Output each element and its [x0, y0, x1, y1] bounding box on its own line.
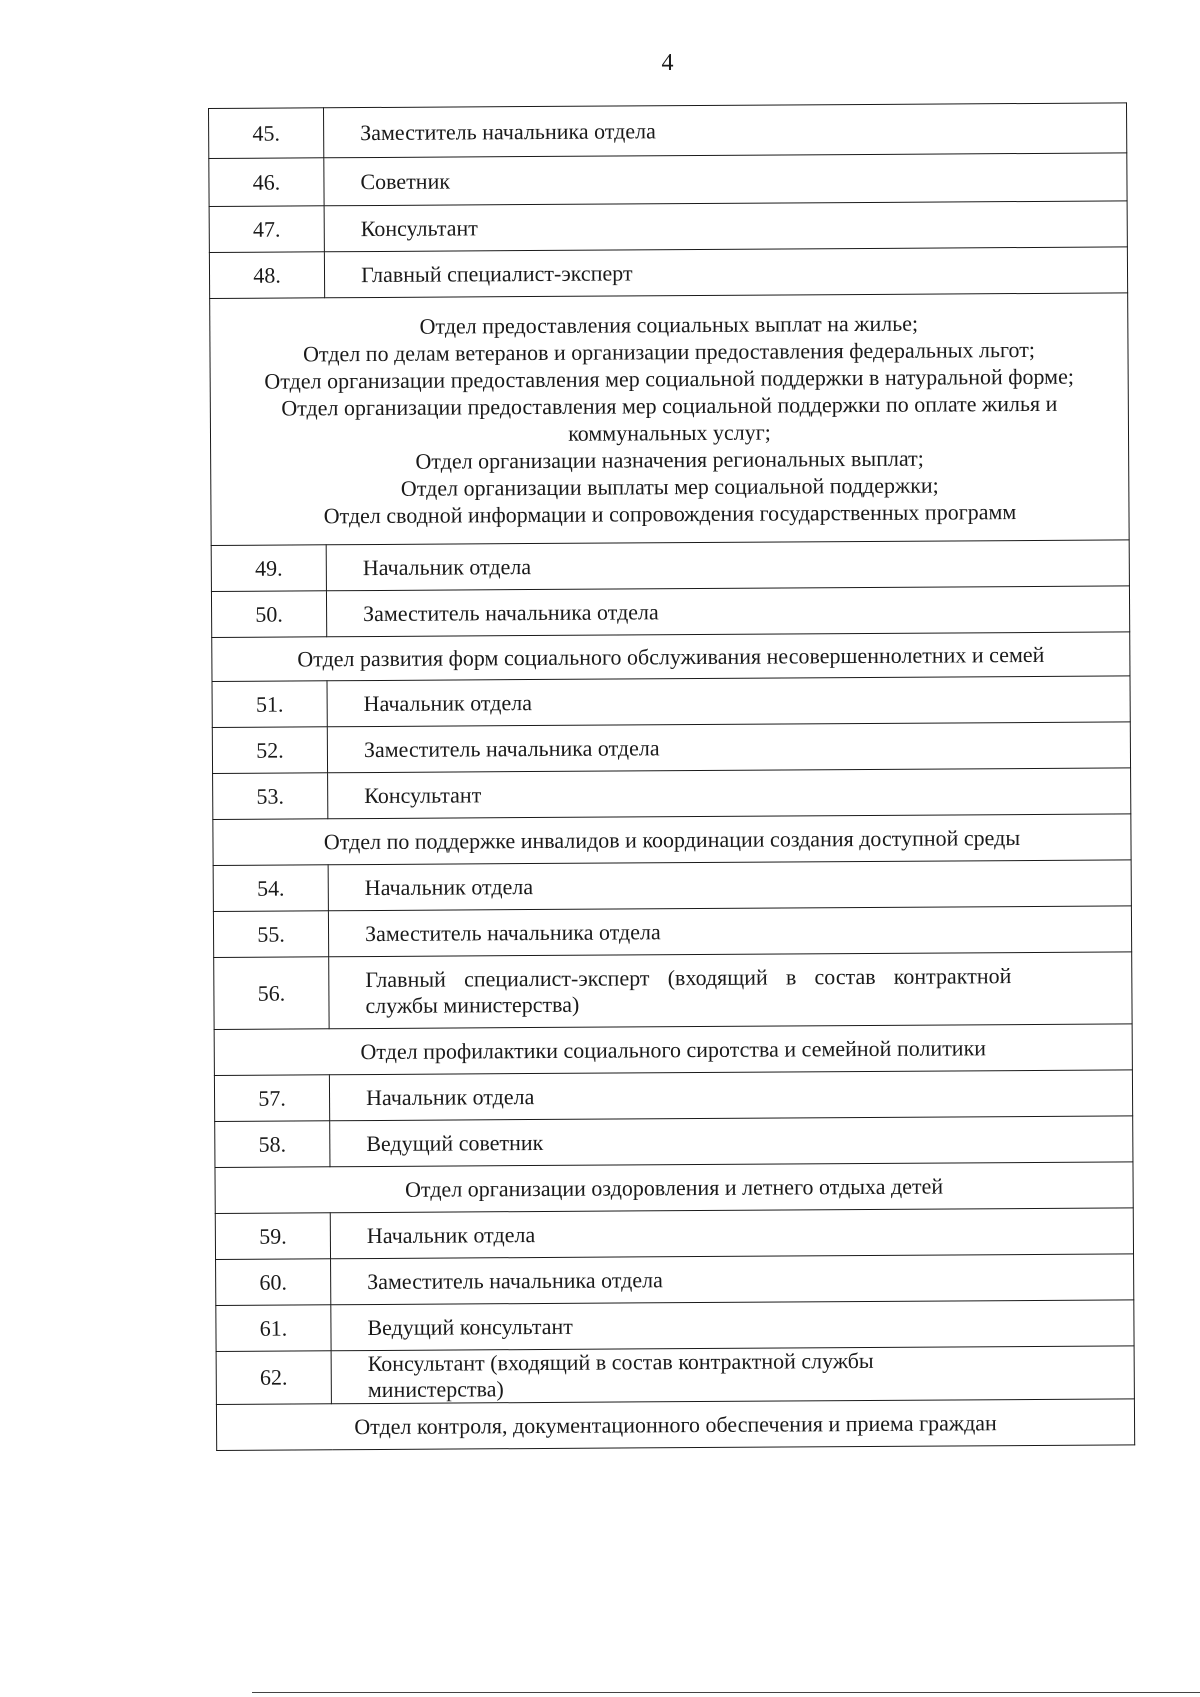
department-name: Отдел организации предоставления мер социальной поддержки по оплате жилья и коммунальных услуг;	[281, 390, 1058, 446]
row-number: 59.	[215, 1213, 330, 1260]
department-header	[213, 814, 1131, 866]
row-number: 56.	[214, 957, 329, 1030]
row-number: 62.	[216, 1351, 331, 1405]
page-number: 4	[661, 50, 674, 76]
row-number: 51.	[212, 681, 327, 728]
position-title: Начальник отдела	[329, 1070, 1132, 1121]
position-title: Начальник отдела	[330, 1208, 1133, 1259]
position-title: Начальник отдела	[326, 540, 1129, 591]
row-number: 53.	[213, 773, 328, 820]
positions-table-body	[209, 103, 1135, 1451]
position-title: Заместитель начальника отдела	[324, 103, 1127, 158]
department-name: Отдел организации оздоровления и летнего отдыха детей	[405, 1173, 944, 1202]
section-header-row	[213, 814, 1131, 866]
department-name: Отдел организации предоставления мер социальной поддержки в натуральной форме;	[264, 363, 1075, 394]
bottom-rule	[252, 1692, 1200, 1693]
table-row	[212, 676, 1130, 728]
department-name: Отдел по поддержке инвалидов и координации создания доступной среды	[323, 825, 1021, 855]
department-header	[215, 1162, 1133, 1214]
department-header	[212, 632, 1130, 682]
department-name: Отдел развития форм социального обслуживания несовершеннолетних и семей	[297, 641, 1045, 672]
table-row	[216, 1300, 1134, 1352]
department-header	[216, 1399, 1134, 1451]
table-row	[209, 153, 1127, 207]
table-row	[214, 952, 1132, 1030]
position-title: Начальник отдела	[327, 676, 1130, 727]
department-name: Отдел организации выплаты мер социальной поддержки;	[400, 472, 939, 501]
department-header	[214, 1024, 1132, 1076]
position-title: Заместитель начальника отдела	[331, 1254, 1134, 1305]
table-row	[213, 768, 1131, 820]
position-title: Заместитель начальника отдела	[327, 722, 1130, 773]
table-row	[209, 103, 1127, 159]
position-title: Консультант (входящий в состав контрактной службы министерства)	[331, 1346, 1134, 1404]
table-row	[215, 1208, 1133, 1260]
position-title: Главный специалист-эксперт	[324, 247, 1127, 298]
row-number: 50.	[211, 591, 326, 638]
section-header-row	[214, 1024, 1132, 1076]
table-row	[209, 247, 1127, 299]
row-number: 48.	[209, 252, 324, 299]
position-title: Начальник отдела	[328, 860, 1131, 911]
row-number: 46.	[209, 158, 324, 207]
position-title: Консультант	[328, 768, 1131, 819]
position-title: Консультант	[324, 201, 1127, 252]
department-name: Отдел сводной информации и сопровождения государственных программ	[323, 499, 1017, 529]
position-title: Главный специалист-эксперт (входящий в состав контрактной службы министерства)	[329, 952, 1132, 1029]
table-row	[216, 1346, 1134, 1405]
position-title: Советник	[324, 153, 1127, 206]
row-number: 52.	[212, 727, 327, 774]
department-name: Отдел организации назначения региональных выплат;	[415, 445, 924, 474]
table-row	[214, 1070, 1132, 1122]
department-name: Отдел контроля, документационного обеспечения и приема граждан	[354, 1410, 997, 1440]
table-row	[211, 586, 1129, 638]
row-number: 61.	[216, 1305, 331, 1352]
row-number: 57.	[214, 1075, 329, 1122]
table-row	[211, 540, 1129, 592]
position-title: Заместитель начальника отдела	[326, 586, 1129, 637]
department-name: Отдел предоставления социальных выплат на жилье;	[419, 310, 919, 339]
table-row	[213, 906, 1131, 958]
row-number: 47.	[209, 206, 324, 253]
row-number: 55.	[213, 911, 328, 958]
section-header-row	[212, 632, 1130, 682]
row-number: 60.	[216, 1259, 331, 1306]
table-row	[213, 860, 1131, 912]
table-row	[215, 1116, 1133, 1168]
table-row	[216, 1254, 1134, 1306]
row-number: 54.	[213, 865, 328, 912]
row-number: 49.	[211, 545, 326, 592]
position-title: Ведущий советник	[330, 1116, 1133, 1167]
section-header-row	[210, 293, 1129, 546]
section-header-row	[215, 1162, 1133, 1214]
table-row	[212, 722, 1130, 774]
department-name: Отдел по делам ветеранов и организации предоставления федеральных льгот;	[303, 336, 1035, 367]
position-title: Ведущий консультант	[331, 1300, 1134, 1351]
table-row	[209, 201, 1127, 253]
row-number: 58.	[215, 1121, 330, 1168]
row-number: 45.	[209, 108, 324, 159]
department-name: Отдел профилактики социального сиротства и семейной политики	[360, 1035, 987, 1065]
section-header-row	[216, 1399, 1134, 1451]
positions-table	[208, 102, 1135, 1451]
position-title: Заместитель начальника отдела	[328, 906, 1131, 957]
department-header	[210, 293, 1129, 546]
